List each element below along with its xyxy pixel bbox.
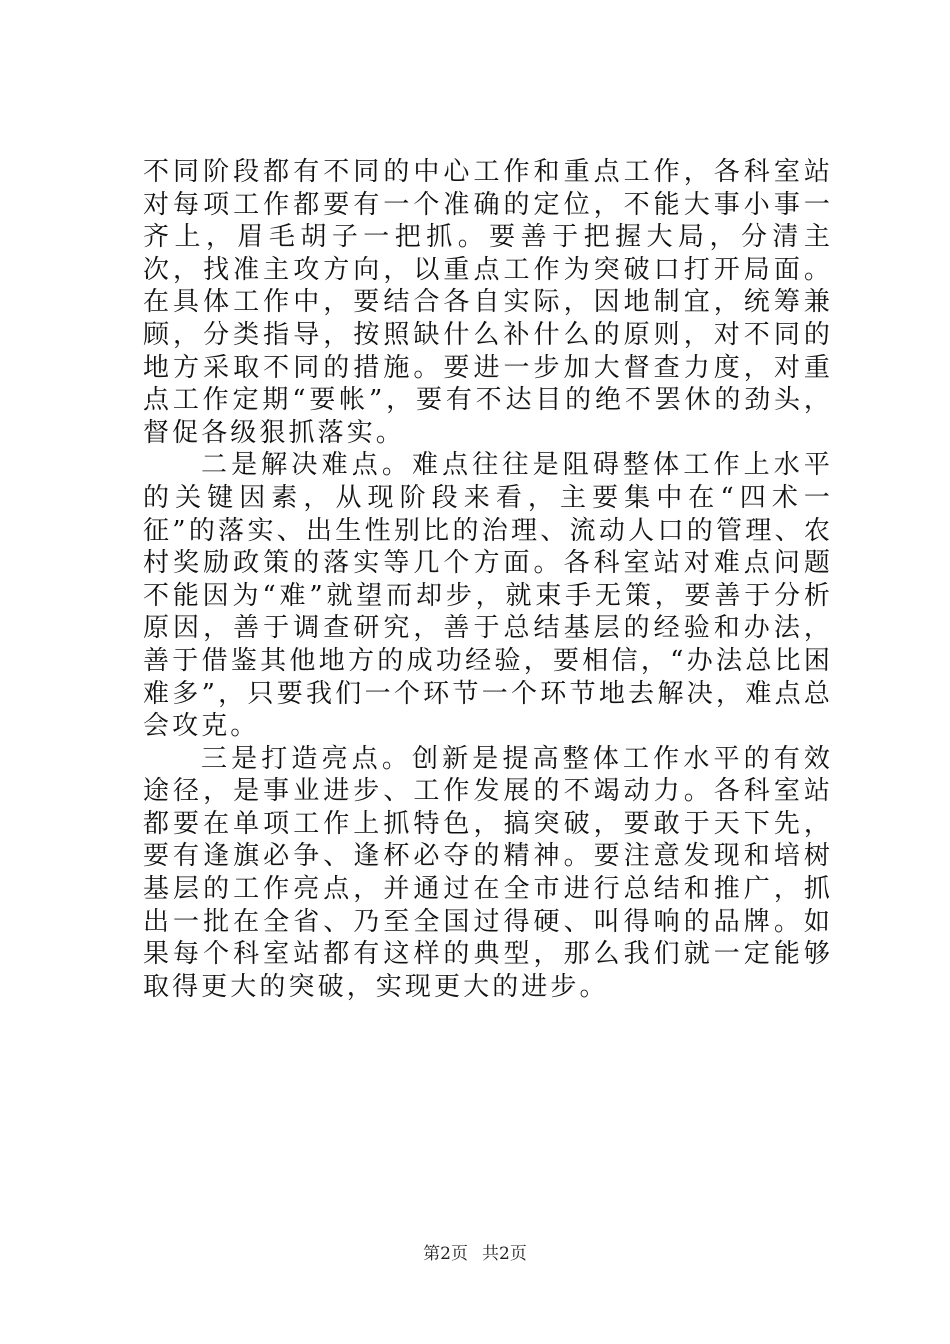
paragraph-continuation: 不同阶段都有不同的中心工作和重点工作，各科室站对每项工作都要有一个准确的定位，不能大事小事一齐上，眉毛胡子一把抓。要善于把握大局，分清主次，找准主攻方向，以重点工作为突破口打开局面。在具体工作中，要结合各自实际，因地制宜，统筹兼顾，分类指导，按照缺什么补什么的原则，对不同的地方采取不同的措施。要进一步加大督查力度，对重点工作定期“要帐”，要有不达目的绝不罢休的劲头，督促各级狠抓落实。 <box>143 157 833 448</box>
page-footer <box>0 1243 950 1265</box>
page-total: 共2页 <box>482 1244 527 1264</box>
document-body <box>143 156 833 1003</box>
page-number: 第2页 <box>423 1244 468 1264</box>
paragraph-point-three: 三是打造亮点。创新是提高整体工作水平的有效途径，是事业进步、工作发展的不竭动力。各科室站都要在单项工作上抓特色，搞突破，要敢于天下先，要有逢旗必争、逢杯必夺的精神。要注意发现和培树基层的工作亮点，并通过在全市进行总结和推广，抓出一批在全省、乃至全国过得硬、叫得响的品牌。如果每个科室站都有这样的典型，那么我们就一定能够取得更大的突破，实现更大的进步。 <box>143 743 833 1002</box>
paragraph-point-two: 二是解决难点。难点往往是阻碍整体工作上水平的关键因素，从现阶段来看，主要集中在“四术一征”的落实、出生性别比的治理、流动人口的管理、农村奖励政策的落实等几个方面。各科室站对难点问题不能因为“难”就望而却步，就束手无策，要善于分析原因，善于调查研究，善于总结基层的经验和办法，善于借鉴其他地方的成功经验，要相信，“办法总比困难多”，只要我们一个环节一个环节地去解决，难点总会攻克。 <box>143 450 833 742</box>
